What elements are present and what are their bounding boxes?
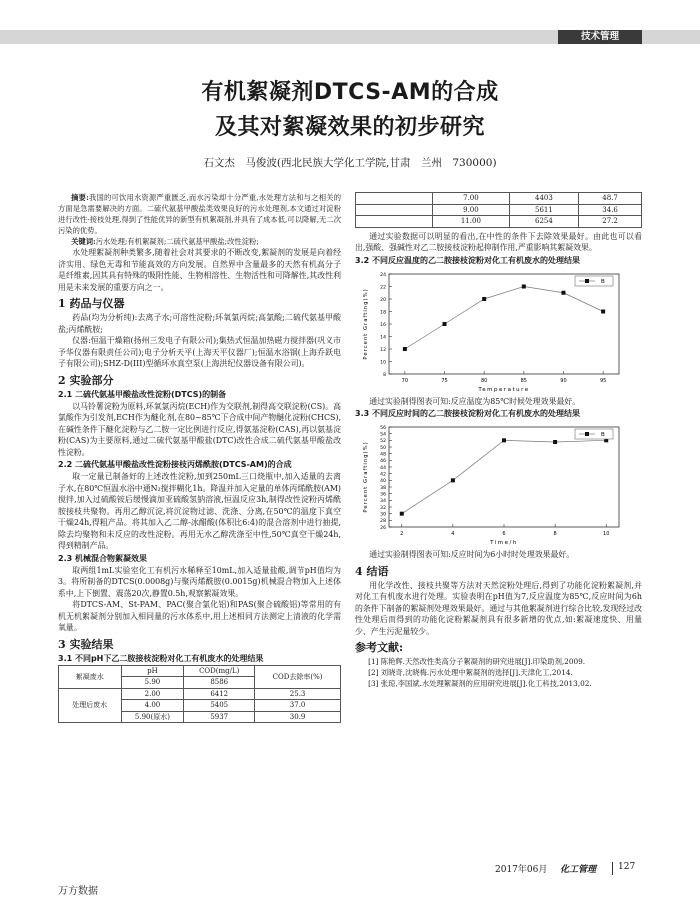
data-point: [400, 512, 404, 516]
section-1-heading: 1 药品与仪器: [58, 297, 125, 310]
x-tick-label: 8: [553, 531, 557, 537]
section-2-heading: 2 实验部分: [58, 373, 114, 387]
table-cell: 4403: [509, 193, 579, 205]
keywords: [58, 236, 341, 247]
y-tick-label: 48: [380, 452, 386, 458]
right-column: [355, 192, 642, 689]
y-tick-label: 30: [380, 512, 386, 518]
section-2-1-heading: 2.1 二硫代氨基甲酸盐改性淀粉(DTCS)的制备: [58, 389, 227, 399]
r-paragraph-2: 通过实验制得图表可知:反应温度为85℃时候处理效果最好。: [369, 396, 581, 406]
data-point: [553, 440, 557, 444]
y-tick-label: 42: [380, 472, 386, 478]
table-cell: 5405: [184, 700, 255, 712]
x-tick-label: 90: [560, 377, 567, 384]
y-tick-label: 18: [380, 309, 386, 315]
data-point: [451, 478, 455, 482]
x-axis-label: Temperature: [478, 386, 530, 393]
y-tick-label: 14: [380, 334, 386, 340]
table-row: [356, 193, 642, 205]
y-tick-label: 22: [380, 284, 386, 290]
article-title-line2: 及其对絮凝效果的初步研究: [214, 115, 485, 140]
x-tick-label: 75: [441, 377, 448, 384]
y-tick-label: 34: [380, 499, 386, 505]
table-cell: 4.00: [121, 700, 184, 712]
section-2-3-heading: 2.3 机械混合物絮凝效果: [58, 553, 147, 563]
series-line: [402, 440, 606, 513]
section-3-2-heading: 3.2 不同反应温度的乙二胺接枝淀粉对化工有机废水的处理结果: [355, 255, 580, 265]
y-tick-label: 10: [380, 359, 386, 365]
y-axis-label: Percent Grafting(%): [363, 287, 369, 360]
y-tick-label: 12: [380, 347, 386, 353]
table-cell: 37.0: [255, 700, 341, 712]
conclusion-paragraph: 用化学改性、接枝共聚等方法对天然淀粉处理后,得到了功能化淀粉絮凝剂,并对化工有机废水进行处理。实验表明在pH值为7,反应温度为85℃,反应时间为6h的条件下制备的絮凝剂处理效果最好。通过与其他絮凝剂进行综合比较,发现经过改性处理后而得到的功能化淀粉絮凝剂具有很多新增的优点,如:絮凝速度快、用量少、产生污泥量较少。: [355, 580, 642, 636]
y-tick-label: 46: [380, 459, 386, 465]
time-chart: [355, 421, 639, 549]
table-header: pH: [121, 665, 184, 677]
data-point: [403, 347, 407, 351]
y-tick-label: 32: [380, 505, 386, 511]
table-spacer: [356, 216, 433, 228]
keywords-text: 污水处理;有机絮凝剂;二硫代氨基甲酸盐;改性淀粉;: [95, 237, 259, 246]
references-heading: 参考文献:: [355, 641, 404, 654]
y-tick-label: 24: [380, 272, 386, 278]
table-cell: 7.00: [433, 193, 509, 205]
y-axis-label: Percent Grafting(%): [363, 441, 369, 513]
results-table-part1: [58, 665, 341, 724]
y-tick-label: 44: [380, 465, 386, 471]
legend-marker: [585, 432, 589, 436]
y-tick-label: 26: [380, 525, 386, 531]
s21-paragraph: 以马铃薯淀粉为原料,环氧氯丙烷(ECH)作为交联剂,制得高交联淀粉(CS)。高氯酸作为引发剂,ECH作为醚化剂,在80~85℃下合成中间产物醚化淀粉(CHCS),在碱性条件下醚化淀粉与乙二胺一定比例进行反应,得氨基淀粉(CAS),再以氨基淀粉(CAS)为主要原料,通过二硫代氨基甲酸盐(DTC)改性合成二硫代氨基甲酸盐改性淀粉。: [58, 401, 341, 457]
s1-reagents: 药品(均为分析纯):去离子水;可溶性淀粉;环氧氯丙烷;高氯酸;二硫代氨基甲酸盐;丙烯酰胺;: [58, 313, 341, 334]
footer-page-number: 127: [612, 862, 635, 875]
table-cell: 8586: [184, 677, 255, 689]
source-watermark: 万方数据: [58, 886, 98, 897]
table-cell: 6254: [509, 216, 579, 228]
table-header: COD去除率(%): [255, 665, 341, 688]
x-tick-label: 80: [480, 377, 488, 384]
y-tick-label: 36: [380, 492, 386, 498]
table-row: [356, 204, 642, 216]
table-cell: 48.7: [579, 193, 642, 205]
y-tick-label: 20: [380, 297, 386, 303]
y-tick-label: 8: [383, 372, 386, 378]
results-table-part2: [355, 192, 642, 228]
table-cell: 9.00: [433, 204, 509, 216]
keywords-label: 关键词:: [71, 237, 96, 246]
legend-label: B: [601, 432, 605, 438]
table-cell: 11.00: [433, 216, 509, 228]
x-tick-label: 4: [451, 531, 455, 537]
section-3-heading: 3 实验结果: [58, 637, 114, 651]
table-group-2: 处理后废水: [59, 688, 122, 723]
intro-paragraph: 水处理絮凝剂种类繁多,随着社会对其要求的不断改变,絮凝剂的发展是向着经济实用、绿色无毒和节能高效的方向发展。自然界中含量最多的天然有机高分子是纤维素,因其具有特殊的吸附性能、生物相溶性、生物活性和可降解性,其改性利用是未来发展的重要方向之一。: [58, 248, 341, 292]
table-cell: 5611: [509, 204, 579, 216]
section-2-2-heading: 2.2 二硫代氨基甲酸盐改性淀粉接枝丙烯酰胺(DTCS-AM)的合成: [58, 460, 292, 469]
r-paragraph-1: 通过实验数据可以明显的看出,在中性的条件下去除效果最好。由此也可以看出,强酸、强碱性对乙二胺接枝淀粉起抑制作用,严重影响其絮凝效果。: [355, 231, 642, 252]
legend-marker: [585, 279, 589, 283]
y-tick-label: 54: [380, 432, 386, 438]
data-point: [601, 309, 605, 313]
series-line: [405, 286, 603, 349]
y-tick-label: 56: [380, 425, 386, 431]
article-title-line1: 有机絮凝剂DTCS-AM的合成: [201, 80, 499, 105]
table-cell: 25.3: [255, 688, 341, 700]
table-spacer: [356, 204, 433, 216]
x-axis-label: Time/h: [490, 540, 518, 546]
data-point: [443, 322, 447, 326]
section-tag: 技术管理: [558, 30, 642, 44]
reference-item: [3] 张琼,李国斌.水处理絮凝剂的应用研究进展[J].化工科技,2013,02.: [368, 679, 592, 688]
y-tick-label: 50: [380, 445, 386, 451]
data-point: [502, 438, 506, 442]
section-3-3-heading: 3.3 不同反应时间的乙二胺接枝淀粉对化工有机废水的处理结果: [355, 409, 580, 418]
authors: 石文杰 马俊波(西北民族大学化工学院,甘肃 兰州 730000): [203, 157, 497, 169]
table-spacer: [356, 193, 433, 205]
s23-paragraph-1: 取两组1mL实验室化工有机污水稀释至10mL,加入适量盐酸,调节pH值均为3。将所制备的DTCS(0.0008g)与聚丙烯酰胺(0.0015g)机械混合物加入上述体系中,上下倒置、震荡20次,静置0.5h,观察絮凝效果。: [58, 565, 341, 598]
table-cell: 5.90(原水): [121, 711, 184, 723]
y-tick-label: 52: [380, 439, 386, 445]
reference-item: [2] 刘晓奇,沈晓梅.污水处理中絮凝剂的选择[J].天津化工,2014.: [368, 668, 573, 677]
s23-paragraph-2: 将DTCS-AM、St-PAM、PAC(聚合氯化铝)和PAS(聚合硫酸铝)等常用的有机无机絮凝剂分别加入相同量的污水体系中,用上述相同方法测定上清液的化学需氧量。: [58, 600, 341, 632]
table-row: [356, 216, 642, 228]
x-tick-label: 2: [400, 531, 404, 537]
legend-label: B: [601, 278, 605, 285]
y-tick-label: 40: [380, 479, 386, 485]
footer-date: 2017年06月: [495, 865, 548, 875]
left-column: [58, 192, 341, 723]
abstract-text: 我国的可饮用水资源严重匮乏,而水污染却十分严重,水处理方法和与之相关的方面是急需要解决的方面。二硫代氨基甲酸盐类效果良好的污水处理剂,本文通过对淀粉进行改性-接枝处理,得到了性能优异的新型有机絮凝剂,并具有了成本低,可以降解,无二次污染的优势。: [58, 193, 342, 235]
table-header: COD(mg/L): [184, 665, 255, 677]
footer-journal: 化工管理: [560, 865, 597, 875]
reference-item: [1] 陈艳辉.天然改性类高分子絮凝剂的研究进展[J].印染助剂,2009.: [368, 657, 586, 666]
plot-frame: [389, 274, 619, 374]
data-point: [522, 284, 526, 288]
abstract: [58, 192, 341, 236]
section-4-heading: 4 结语: [355, 564, 389, 578]
table-cell: 27.2: [579, 216, 642, 228]
table-cell: 34.6: [579, 204, 642, 216]
data-point: [482, 297, 486, 301]
table-group-1: 絮凝废水: [59, 665, 122, 688]
x-tick-label: 10: [603, 531, 610, 537]
table-cell: 2.00: [121, 688, 184, 700]
y-tick-label: 38: [380, 485, 386, 491]
x-tick-label: 70: [401, 377, 409, 384]
abstract-label: 摘要:: [71, 193, 89, 202]
data-point: [561, 290, 565, 294]
x-tick-label: 95: [599, 377, 607, 384]
table-cell: 5937: [184, 711, 255, 723]
table-cell: 5.90: [121, 677, 184, 689]
s1-instruments: 仪器:恒温干燥箱(扬州三发电子有限公司);集热式恒温加热磁力搅拌器(巩义市予华仪器有限责任公司);电子分析天平(上海天平仪器厂);恒温水浴锅(上海乔跃电子有限公司);SHZ-D(III)型循环水真空泵(上海洪纪仪器设备有限公司)。: [58, 336, 341, 368]
table-cell: 6412: [184, 688, 255, 700]
y-tick-label: 28: [380, 519, 386, 525]
table-header-row: [59, 665, 341, 677]
table-row: [59, 688, 341, 700]
r-paragraph-3: 通过实验制得图表可知:反应时间为6小时时处理效果最好。: [369, 550, 575, 559]
x-tick-label: 6: [502, 531, 506, 537]
x-tick-label: 85: [520, 377, 528, 384]
y-tick-label: 16: [380, 322, 386, 328]
section-3-1-heading: 3.1 不同pH下乙二胺接枝淀粉对化工有机废水的处理结果: [58, 653, 264, 663]
table-cell: 30.9: [255, 711, 341, 723]
s22-paragraph: 取一定量已制备好的上述改性淀粉,加到250mL三口烧瓶中,加入适量的去离子水,在80℃恒温水浴中通N₂搅拌糊化1h。降温并加入定量的单体丙烯酰胺(AM)搅拌,加入过硫酸铵后缓慢滴加亚硫酸氢钠溶液,恒温反应3h,制得改性淀粉丙烯酰胺接枝共聚物。再用乙醇沉淀,将沉淀物过滤、洗涤、分离,在50℃的温度下真空干燥24h,得粗产品。将其加入乙二醇-冰醋酸(体积比6:4)的混合溶剂中进行抽提,除去均聚物和未反应的改性淀粉。再用无水乙醇洗涤至中性,50℃真空干燥24h,得到精制产品。: [58, 472, 341, 550]
temperature-chart: [355, 268, 639, 396]
